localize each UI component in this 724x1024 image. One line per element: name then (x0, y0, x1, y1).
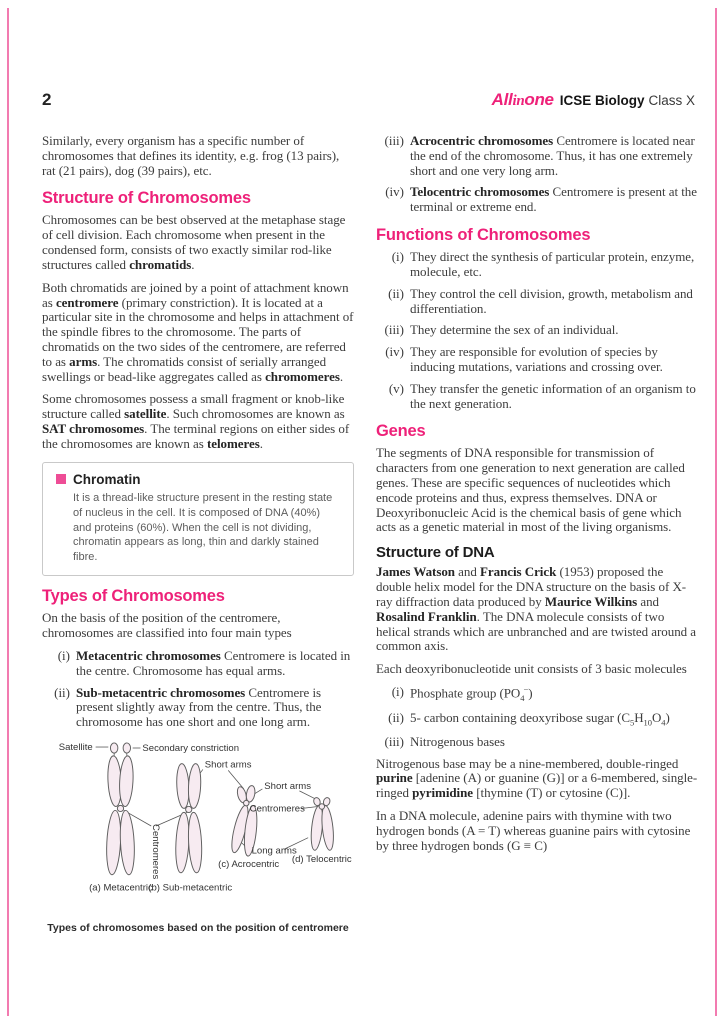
list-text: They are responsible for evolution of species by inducing mutations, variations and crossing over. (410, 344, 663, 374)
figure-caption: Types of chromosomes based on the position of centromere (47, 922, 349, 935)
heading-structure-of-dna: Structure of DNA (376, 544, 495, 562)
list-marker: (i) (391, 683, 404, 699)
list-text: They determine the sex of an individual. (410, 322, 619, 338)
list-text: Nitrogenous bases (410, 733, 505, 749)
chromatin-infobox (42, 462, 354, 577)
paragraph: In a DNA molecule, adenine pairs with thymine with two hydrogen bonds (A = T) whereas guanine pairs with cytosine by three hydrogen bonds (G ≡ C) (376, 808, 691, 853)
list-marker: (ii) (388, 709, 404, 725)
list-text: Acrocentric chromosomes Centromere is located near the end of the chromosome. Thus, it has one extremely short and one very long arm. (410, 133, 695, 178)
list-marker: (iii) (384, 322, 404, 338)
heading-structure-of-chromosomes: Structure of Chromosomes (42, 189, 251, 208)
list-text: They transfer the genetic information of an organism to the next generation. (410, 380, 696, 411)
chromosome-diagram (42, 737, 354, 915)
list-text: Metacentric chromosomes Centromere is located in the centre. Chromosome has equal arms. (76, 648, 351, 678)
telocentric-caption: (d) Telocentric (291, 854, 352, 866)
list-item (376, 323, 698, 338)
logo-part-in: in (512, 93, 525, 109)
list-marker: (v) (388, 380, 404, 396)
logo-part-all: All (491, 90, 513, 109)
telocentric-chromosome (309, 797, 335, 851)
logo-part-one: one (524, 90, 554, 109)
sub-metacentric-caption: (b) Sub-metacentric (148, 882, 233, 894)
column-left (42, 134, 354, 934)
centromeres-label-vertical: Centromeres (150, 824, 162, 880)
heading-genes: Genes (376, 422, 426, 441)
infobox-title-row (56, 472, 341, 487)
infobox-body: It is a thread-like structure present in the resting state of nucleus in the cell. It is composed of DNA (40%) and proteins (60%). When the cell is not dividing, chromatin appears as long, thin and darkly stained fibre. (73, 491, 333, 564)
list-marker: (ii) (54, 684, 70, 700)
list-text: They control the cell division, growth, metabolism and differentiation. (410, 285, 693, 316)
paragraph: Both chromatids are joined by a point of attachment known as centromere (primary constriction). It is located at a particular site in the chromosome and helps in attachment of the spindle fibres to the chromosome. The parts of chromatids on the two sides of the centromere, are referred to as arms. The chromatids consist of serially arranged swellings or bead-like aggregates called as chromomeres. (42, 279, 354, 384)
list-text: Phosphate group $(PO_4^-)$ (410, 683, 533, 703)
page-header (42, 90, 695, 110)
paragraph: The segments of DNA responsible for transmission of characters from one generation to next generation are called genes. These are specific sequences of nucleotides which encode proteins and thus, express themselves. DNA or Deoxyribonucleic Acid is the chemical basis of gene which acts as a genetic material in most of the living organisms. (376, 445, 685, 535)
list-item (376, 287, 698, 317)
infobox-title: Chromatin (73, 471, 141, 487)
page-border-left (7, 8, 9, 1016)
list-marker: (iv) (385, 344, 404, 360)
paragraph: Nitrogenous base may be a nine-membered, double-ringed purine [adenine (A) or guanine (G)] or a 6-membered, single-ringed pyrimidine [thymine (T) or cytosine (C)]. (376, 755, 698, 801)
list-item (376, 735, 698, 750)
page-border-right (715, 8, 717, 1016)
paragraph: Chromosomes can be best observed at the metaphase stage of cell division. Each chromosome when present in the condensed form, consists of two exactly similar rod-like structures called chromatids. (42, 212, 346, 272)
connector-line (228, 771, 244, 790)
list-text: They direct the synthesis of particular protein, enzyme, molecule, etc. (410, 249, 695, 279)
list-text: Telocentric chromosomes Centromere is present at the terminal or extreme end. (410, 184, 697, 215)
list-marker: (iv) (385, 184, 404, 200)
paragraph: James Watson and Francis Crick (1953) proposed the double helix model for the DNA structure on the basis of X-ray diffraction data produced by Maurice Wilkins and Rosalind Franklin. The DNA molecule consists of two helical strands which are unbranched and are twisted around a common axis. (376, 564, 697, 654)
list-item (376, 250, 698, 280)
list-item (42, 686, 354, 730)
secondary-constriction-label: Secondary constriction (142, 743, 240, 755)
list-item (376, 134, 698, 178)
list-marker: (iii) (384, 733, 404, 749)
book-title: ICSE Biology (559, 93, 645, 108)
short-arms-label: Short arms (264, 781, 311, 793)
acrocentric-caption: (c) Acrocentric (218, 859, 280, 871)
column-right (376, 134, 698, 934)
page-number: 2 (42, 90, 52, 109)
centromeres-label: Centromeres (249, 803, 305, 815)
list-item (376, 185, 698, 215)
list-item (376, 711, 698, 728)
pink-square-bullet-icon (56, 474, 66, 484)
satellite-label: Satellite (58, 742, 93, 754)
list-marker: (i) (391, 249, 404, 265)
connector-line (255, 789, 263, 794)
list-marker: (ii) (388, 285, 404, 301)
list-item (376, 685, 698, 704)
paragraph: Each deoxyribonucleotide unit consists of 3 basic molecules (376, 661, 687, 677)
paragraph-intro: Similarly, every organism has a specific number of chromosomes that defines its identity, e.g. frog (13 pairs), rat (21 pairs), dog (39 pairs), etc. (42, 133, 340, 178)
book-brand (492, 90, 695, 110)
allinone-logo (492, 90, 554, 109)
list-marker: (i) (57, 648, 70, 664)
metacentric-chromosome (105, 743, 136, 875)
paragraph: Some chromosomes possess a small fragment or knob-like structure called satellite. Such chromosomes are known as SAT chromosomes. The terminal regions on either sides of the chromosomes are known as telomeres. (42, 391, 350, 451)
list-text: Sub-metacentric chromosomes Centromere is present slightly away from the centre. Thus, the chromosome has one short and one long arm. (76, 684, 322, 730)
two-column-body (42, 134, 698, 934)
list-marker: (iii) (384, 133, 404, 148)
metacentric-caption: (a) Metacentric (89, 882, 153, 894)
heading-functions-of-chromosomes: Functions of Chromosomes (376, 226, 591, 245)
list-text: 5- carbon containing deoxyribose sugar $(C_5H_{10}O_4)$ (410, 709, 670, 728)
list-item (376, 382, 698, 412)
paragraph: On the basis of the position of the centromere, chromosomes are classified into four main types (42, 610, 292, 641)
book-class: Class X (648, 93, 695, 108)
short-arms-label: Short arms (204, 759, 252, 771)
long-arms-label: Long arms (251, 845, 297, 857)
heading-types-of-chromosomes: Types of Chromosomes (42, 587, 225, 606)
list-item (42, 649, 354, 679)
sub-metacentric-chromosome (174, 763, 203, 873)
list-item (376, 345, 698, 375)
chromosome-types-figure (42, 737, 354, 934)
